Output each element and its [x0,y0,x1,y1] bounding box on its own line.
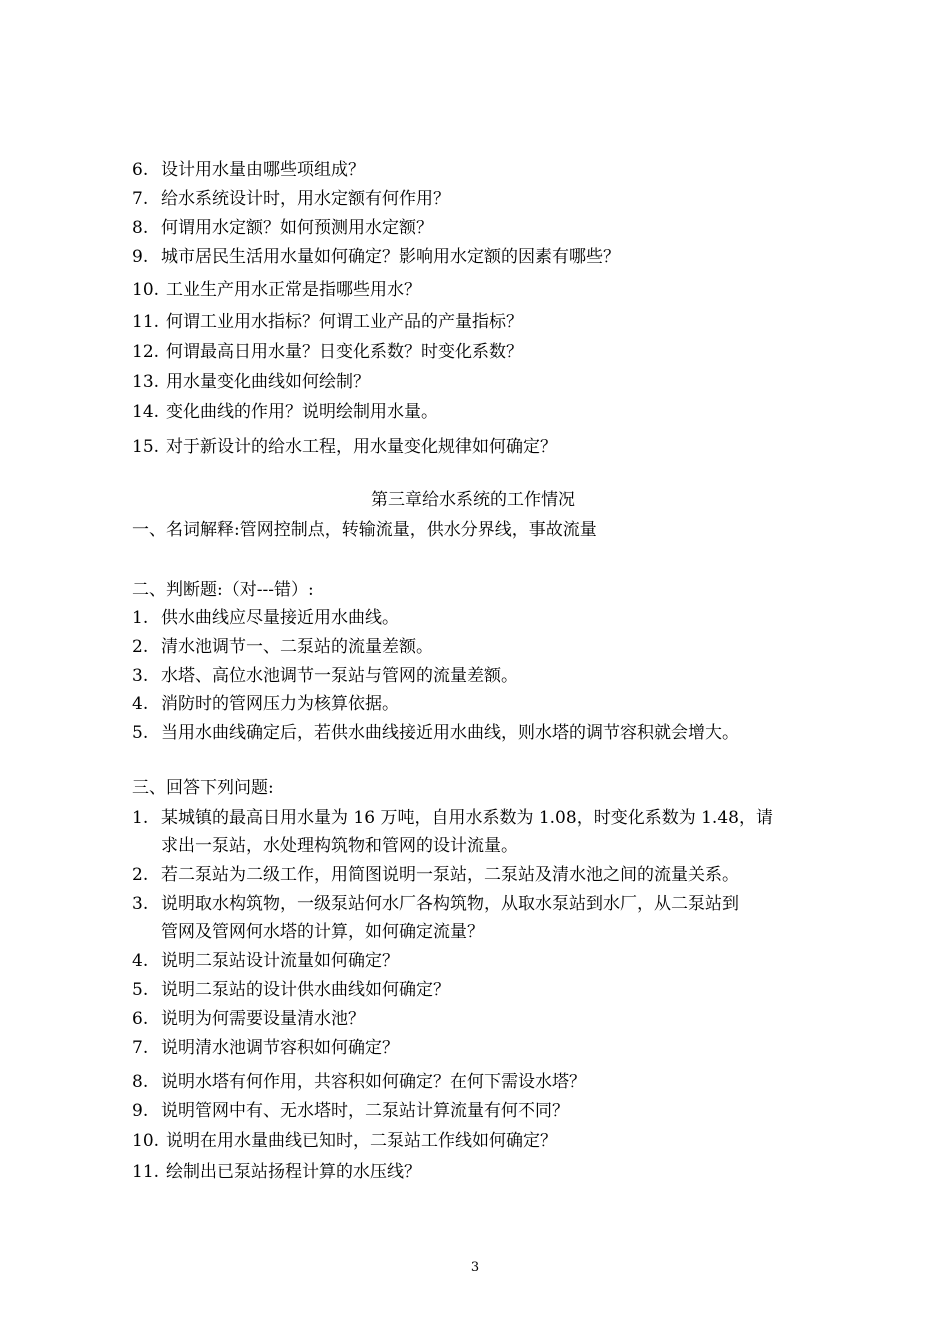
section-definitions: 一、名词解释:管网控制点，转输流量，供水分界线，事故流量 [132,520,597,540]
section-questions-title: 三、回答下列问题: [132,778,274,798]
section-true-false-title: 二、判断题:（对---错）: [132,580,314,600]
chapter-title: 第三章给水系统的工作情况 [371,490,575,510]
page-number: 3 [470,1260,480,1275]
document-page: 6. 设计用水量由哪些项组成？ 7. 给水系统设计时，用水定额有何作用？ 8. 何谓用水定额？如何预测用水定额？ 9. 城市居民生活用水量如何确定？影响用水定额的因素有哪些？ 10. 工业生产用水正常是指哪些用水？ 11. 何谓工业用水指标？何谓工业产品的产量指标？ 12. 何谓最高日用水量？日变化系数？时变化系数？ 13. 用水量变化曲线如何绘制？ 14. 变化曲线的作用？说明绘制用水量。 15. 对于新设计的给水工程，用水量变化规律如何确定？ 第三章给水系统的工作情况 一、名词解释:管网控制点，转输流量，供水分界线，事故流量 二、判断题:（对---错）: 1. 供水曲线应尽量接近用水曲线。 2. 清水池调节一、二泵站的流量差额。 3. 水塔、高位水池调节一泵站与管网的流量差额。 4. 消防时的管网压力为核算依据。 5. 当用水曲线确定后，若供水曲线接近用水曲线，则水塔的调节容积就会增大。 三、回答下列问题: 1. 某城镇的最高日用水量为 16 万吨，自用水系数为 1.08，时变化系数为 1.48，请 求出一泵站，水处理构筑物和管网的设计流量。 2. 若二泵站为二级工作，用简图说明一泵站，二泵站及清水池之间的流量关系。 3. 说明取水构筑物，一级泵站何水厂各构筑物，从取水泵站到水厂，从二泵站到 管网及管网何水塔的计算，如何确定流量？ 4. 说明二泵站设计流量如何确定？ 5. 说明二泵站的设计供水曲线如何确定？ 6. 说明为何需要设量清水池？ 7. 说明清水池调节容积如何确定？ 8. 说明水塔有何作用，共容积如何确定？在何下需设水塔？ 9. 说明管网中有、无水塔时，二泵站计算流量有何不同？ 10. 说明在用水量曲线已知时，二泵站工作线如何确定？ 11. 绘制出已泵站扬程计算的水压线？ 3 [0,0,950,1344]
